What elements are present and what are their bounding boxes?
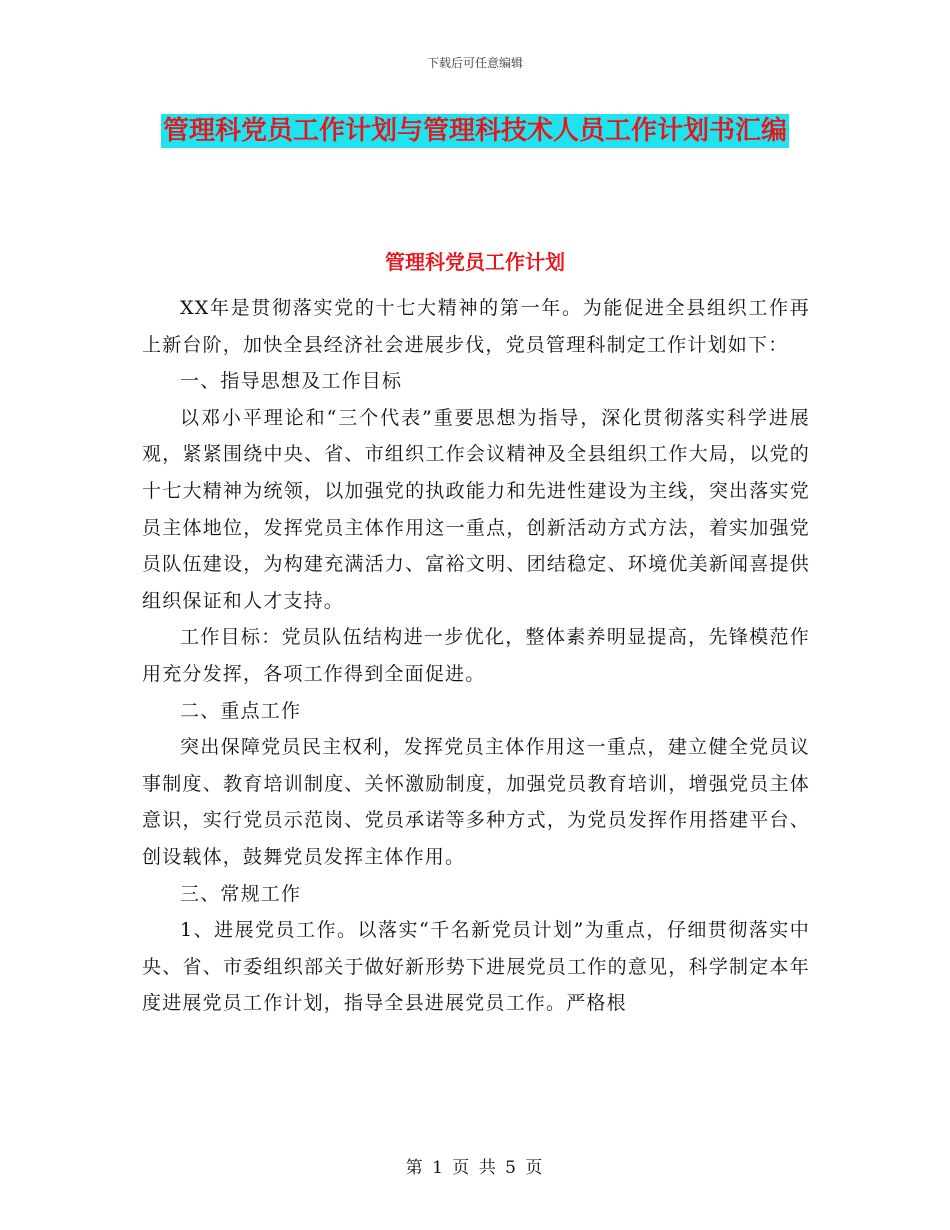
document-body — [142, 290, 810, 1022]
document-title — [0, 108, 950, 154]
paragraph-guiding-ideology: 以邓小平理论和“三个代表”重要思想为指导，深化贯彻落实科学进展观，紧紧围绕中央、省、市组织工作会议精神及全县组织工作大局，以党的十七大精神为统领，以加强党的执政能力和先进性建设为主线，突出落实党员主体地位，发挥党员主体作用这一重点，创新活动方式方法，着实加强党员队伍建设，为构建充满活力、富裕文明、团结稳定、环境优美新闻喜提供组织保证和人才支持。 — [142, 406, 810, 612]
paragraph-work-goals: 工作目标：党员队伍结构进一步优化，整体素养明显提高，先锋模范作用充分发挥，各项工作得到全面促进。 — [142, 626, 810, 685]
heading-key-work: 二、重点工作 — [180, 699, 302, 722]
document-title-text: 管理科党员工作计划与管理科技术人员工作计划书汇编 — [162, 116, 787, 146]
heading-routine-work: 三、常规工作 — [180, 882, 302, 905]
heading-guiding-ideology: 一、指导思想及工作目标 — [180, 370, 403, 393]
paragraph-key-work: 突出保障党员民主权利，发挥党员主体作用这一重点，建立健全党员议事制度、教育培训制度、关怀激励制度，加强党员教育培训，增强党员主体意识，实行党员示范岗、党员承诺等多种方式，为党员发挥作用搭建平台、创设载体，鼓舞党员发挥主体作用。 — [142, 736, 810, 868]
page-footer: 第 1 页 共 5 页 — [405, 1158, 545, 1178]
paragraph-routine-work-1: 1、进展党员工作。以落实“千名新党员计划”为重点，仔细贯彻落实中央、省、市委组织部关于做好新形势下进展党员工作的意见，科学制定本年度进展党员工作计划，指导全县进展党员工作。严格根 — [142, 919, 810, 1015]
paragraph-intro: XX年是贯彻落实党的十七大精神的第一年。为能促进全县组织工作再上新台阶，加快全县经济社会进展步伐，党员管理科制定工作计划如下： — [142, 297, 810, 356]
section-title: 管理科党员工作计划 — [385, 250, 565, 274]
page-header-note: 下载后可任意编辑 — [426, 56, 523, 70]
